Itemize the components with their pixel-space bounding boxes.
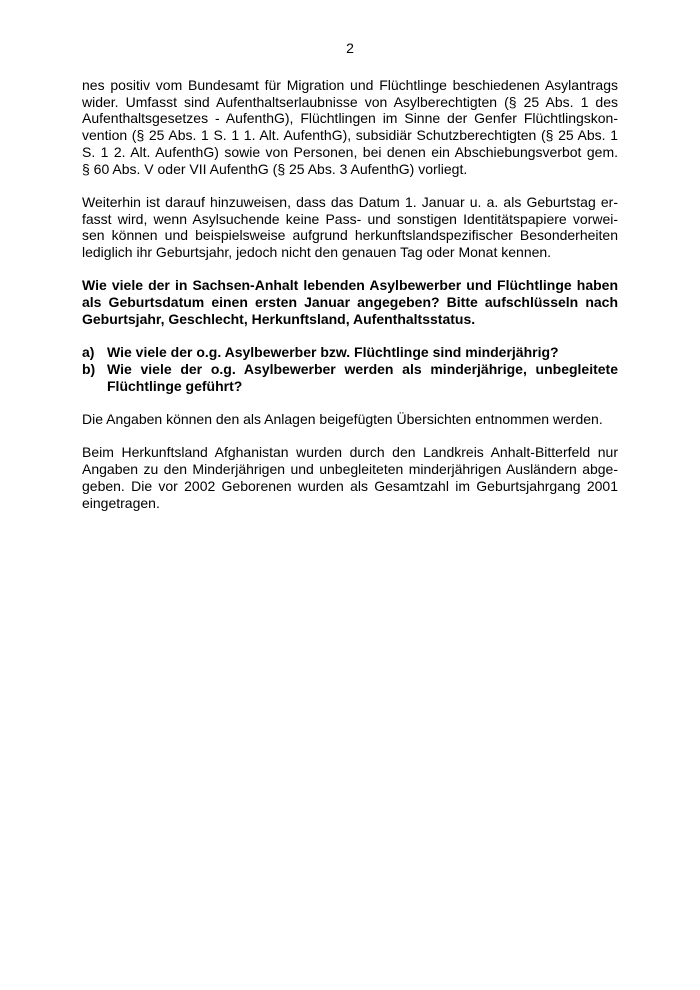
- text-line: als Geburtsdatum einen ersten Januar angegeben? Bitte aufschlüsseln nach: [82, 294, 618, 311]
- text-line: Geburtsjahr, Geschlecht, Herkunftsland, Aufenthaltsstatus.: [82, 310, 476, 327]
- text-line: Wie viele der o.g. Asylbewerber werden als minderjährige, unbegleitete: [107, 360, 618, 377]
- paragraph: [82, 194, 618, 261]
- text-line: geben. Die vor 2002 Geborenen wurden als Gesamtzahl im Geburtsjahrgang 2001: [82, 477, 618, 494]
- text-line: Angaben zu den Minderjährigen und unbegleiteten minderjährigen Ausländern abge-: [82, 461, 618, 478]
- text-line: vention (§ 25 Abs. 1 S. 1 1. Alt. AufenthG), subsidiär Schutzberechtigten (§ 25 Abs. 1: [82, 127, 618, 144]
- text-line: Beim Herkunftsland Afghanistan wurden durch den Landkreis Anhalt-Bitterfeld nur: [82, 444, 618, 461]
- paragraph: [82, 77, 618, 177]
- page-number: 2: [346, 40, 354, 56]
- text-line: eingetragen.: [82, 494, 160, 511]
- text-line: nes positiv vom Bundesamt für Migration und Flüchtlinge beschiedenen Asylantrags: [82, 77, 618, 93]
- text-line: fasst wird, wenn Asylsuchende keine Pass- und sonstigen Identitätspapiere vorwei-: [82, 210, 618, 227]
- text-line: Flüchtlinge geführt?: [107, 377, 243, 394]
- text-line: § 60 Abs. V oder VII AufenthG (§ 25 Abs. 3 AufenthG) vorliegt.: [82, 160, 468, 177]
- list-item: [82, 344, 618, 361]
- paragraph: [82, 277, 618, 327]
- question-list: [82, 344, 618, 394]
- list-item: [82, 361, 618, 394]
- text-line: Aufenthaltsgesetzes - AufenthG), Flüchtlingen im Sinne der Genfer Flüchtlingskon-: [82, 110, 618, 127]
- list-marker: b): [82, 360, 96, 377]
- text-line: Weiterhin ist darauf hinzuweisen, dass das Datum 1. Januar u. a. als Geburtstag er-: [82, 193, 618, 210]
- paragraph: [82, 444, 618, 511]
- text-line: Wie viele der in Sachsen-Anhalt lebenden Asylbewerber und Flüchtlinge haben: [82, 277, 618, 294]
- text-line: Die Angaben können den als Anlagen beigefügten Übersichten entnommen werden.: [82, 411, 603, 427]
- text-line: lediglich ihr Geburtsjahr, jedoch nicht den genauen Tag oder Monat kennen.: [82, 244, 552, 261]
- text-line: Wie viele der o.g. Asylbewerber bzw. Flüchtlinge sind minderjährig?: [107, 344, 559, 361]
- text-line: S. 1 2. Alt. AufenthG) sowie von Personen, bei denen ein Abschiebungsverbot gem.: [82, 143, 618, 160]
- paragraph: [82, 411, 618, 428]
- text-line: sen können und beispielsweise aufgrund herkunftslandspezifischer Besonderheiten: [82, 227, 618, 244]
- text-line: wider. Umfasst sind Aufenthaltserlaubnisse von Asylberechtigten (§ 25 Abs. 1 des: [82, 93, 618, 110]
- document-content: [82, 77, 618, 528]
- list-marker: a): [82, 344, 95, 361]
